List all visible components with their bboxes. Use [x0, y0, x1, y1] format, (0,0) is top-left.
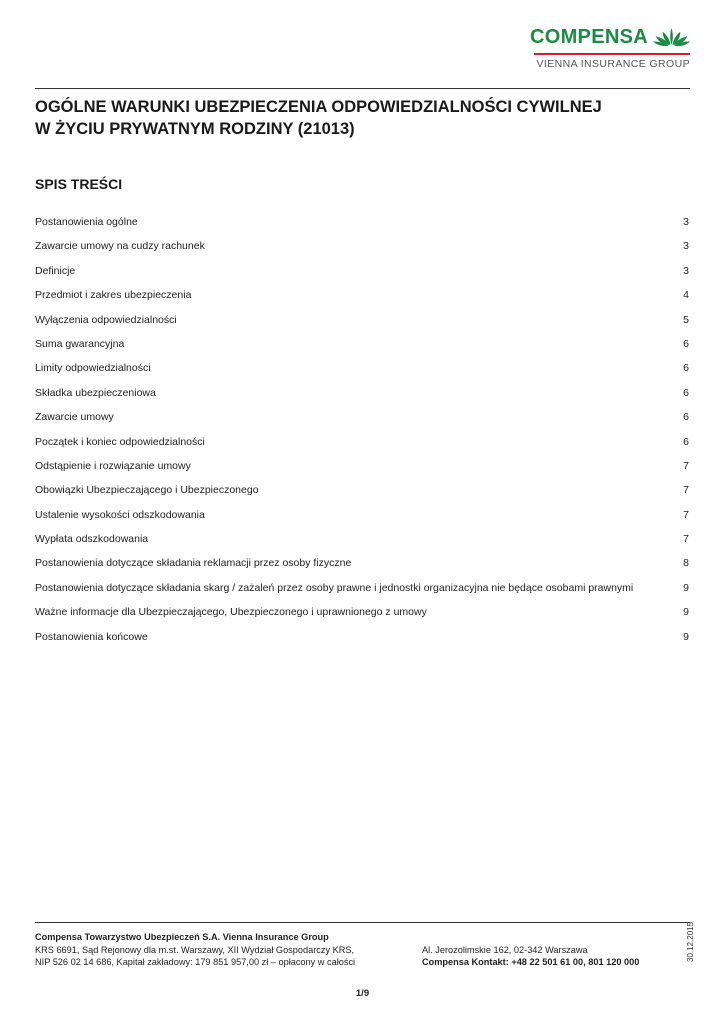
toc-entry[interactable]: [35, 505, 689, 529]
toc-entry-label: Postanowienia ogólne: [35, 216, 138, 228]
footer-address: Al. Jerozolimskie 162, 02-342 Warszawa: [422, 944, 588, 955]
toc-entry[interactable]: [35, 602, 689, 626]
toc-entry[interactable]: [35, 261, 689, 285]
toc-entry-page: 6: [683, 386, 689, 399]
toc-entry-page: 5: [683, 313, 689, 326]
toc-entry-page: 9: [683, 630, 689, 643]
footer-nip: NIP 526 02 14 686, Kapitał zakładowy: 179 851 957,00 zł – opłacony w całości: [35, 957, 356, 967]
toc-entry[interactable]: [35, 212, 689, 236]
toc-entry-label: Zawarcie umowy na cudzy rachunek: [35, 240, 205, 253]
toc-entry-page: 7: [683, 484, 689, 497]
toc-entry-page: 6: [683, 411, 689, 424]
footer-company-name: Compensa Towarzystwo Ubezpieczeń S.A. Vienna Insurance Group: [35, 932, 329, 942]
document-title-line-1: OGÓLNE WARUNKI UBEZPIECZENIA ODPOWIEDZIALNOŚCI CYWILNEJ: [35, 98, 602, 116]
toc-entry[interactable]: [35, 334, 689, 358]
toc-entry-page: 6: [683, 362, 689, 375]
toc-entry[interactable]: [35, 383, 689, 407]
logo-subtitle: VIENNA INSURANCE GROUP: [536, 58, 690, 70]
toc-entry[interactable]: [35, 578, 689, 602]
toc-entry-page: 3: [683, 264, 689, 277]
logo-name: COMPENSA: [530, 26, 648, 48]
toc-entry[interactable]: [35, 432, 689, 456]
toc-entry-label: Limity odpowiedzialności: [35, 362, 151, 375]
table-of-contents: [35, 212, 689, 651]
toc-entry[interactable]: [35, 236, 689, 260]
compensa-logo: [530, 24, 690, 70]
toc-entry[interactable]: [35, 480, 689, 504]
toc-entry-page: 9: [683, 606, 689, 619]
toc-entry-label: Początek i koniec odpowiedzialności: [35, 435, 205, 448]
toc-entry-page: 7: [683, 533, 689, 546]
document-title-line-2: W ŻYCIU PRYWATNYM RODZINY (21013): [35, 120, 355, 138]
toc-entry-label: Postanowienia końcowe: [35, 630, 148, 643]
footer-contact-info: [422, 944, 639, 969]
toc-entry[interactable]: [35, 627, 689, 651]
toc-entry[interactable]: [35, 310, 689, 334]
footer-contact: Compensa Kontakt: +48 22 501 61 00, 801 120 000: [422, 957, 640, 967]
logo-red-line: [534, 53, 690, 55]
toc-entry-label: Zawarcie umowy: [35, 411, 114, 424]
toc-entry[interactable]: [35, 407, 689, 431]
footer-date: 30.12.2015: [686, 921, 695, 962]
toc-entry-label: Postanowienia dotyczące składania reklamacji przez osoby fizyczne: [35, 557, 352, 570]
toc-entry-page: 7: [683, 459, 689, 472]
toc-entry-label: Suma gwarancyjna: [35, 337, 125, 350]
toc-entry-page: 3: [683, 216, 689, 228]
toc-entry-label: Przedmiot i zakres ubezpieczenia: [35, 289, 192, 302]
toc-entry-label: Ustalenie wysokości odszkodowania: [35, 508, 205, 521]
toc-entry[interactable]: [35, 456, 689, 480]
toc-entry-page: 6: [683, 435, 689, 448]
toc-entry-label: Wypłata odszkodowania: [35, 533, 149, 546]
toc-entry[interactable]: [35, 529, 689, 553]
page-number: 1/9: [355, 988, 370, 999]
toc-entry[interactable]: [35, 553, 689, 577]
document-title: [35, 96, 685, 140]
leaves-logo-icon: [653, 26, 690, 48]
toc-entry-page: 8: [683, 557, 689, 570]
toc-entry-label: Wyłączenia odpowiedzialności: [35, 313, 177, 326]
toc-entry-label: Ważne informacje dla Ubezpieczającego, Ubezpieczonego i uprawnionego z umowy: [35, 606, 427, 619]
footer-krs: KRS 6691, Sąd Rejonowy dla m.st. Warszawy, XII Wydział Gospodarczy KRS,: [35, 944, 355, 955]
toc-entry-page: 3: [683, 240, 689, 253]
toc-entry-page: 6: [683, 337, 689, 350]
toc-heading: SPIS TREŚCI: [35, 176, 123, 192]
header-divider: [35, 88, 690, 89]
toc-entry-label: Odstąpienie i rozwiązanie umowy: [35, 459, 191, 472]
toc-entry[interactable]: [35, 358, 689, 382]
toc-entry-label: Obowiązki Ubezpieczającego i Ubezpieczonego: [35, 484, 259, 497]
toc-entry-label: Postanowienia dotyczące składania skarg / zażaleń przez osoby prawne i jednostki organizacyjna nie będące osobami prawnymi: [35, 581, 634, 594]
toc-entry-page: 4: [683, 289, 689, 302]
toc-entry-page: 9: [683, 581, 689, 594]
footer-divider: [35, 922, 690, 923]
toc-entry-label: Składka ubezpieczeniowa: [35, 386, 156, 399]
toc-entry-page: 7: [683, 508, 689, 521]
toc-entry[interactable]: [35, 285, 689, 309]
footer-company-info: [35, 931, 355, 969]
toc-entry-label: Definicje: [35, 264, 76, 277]
